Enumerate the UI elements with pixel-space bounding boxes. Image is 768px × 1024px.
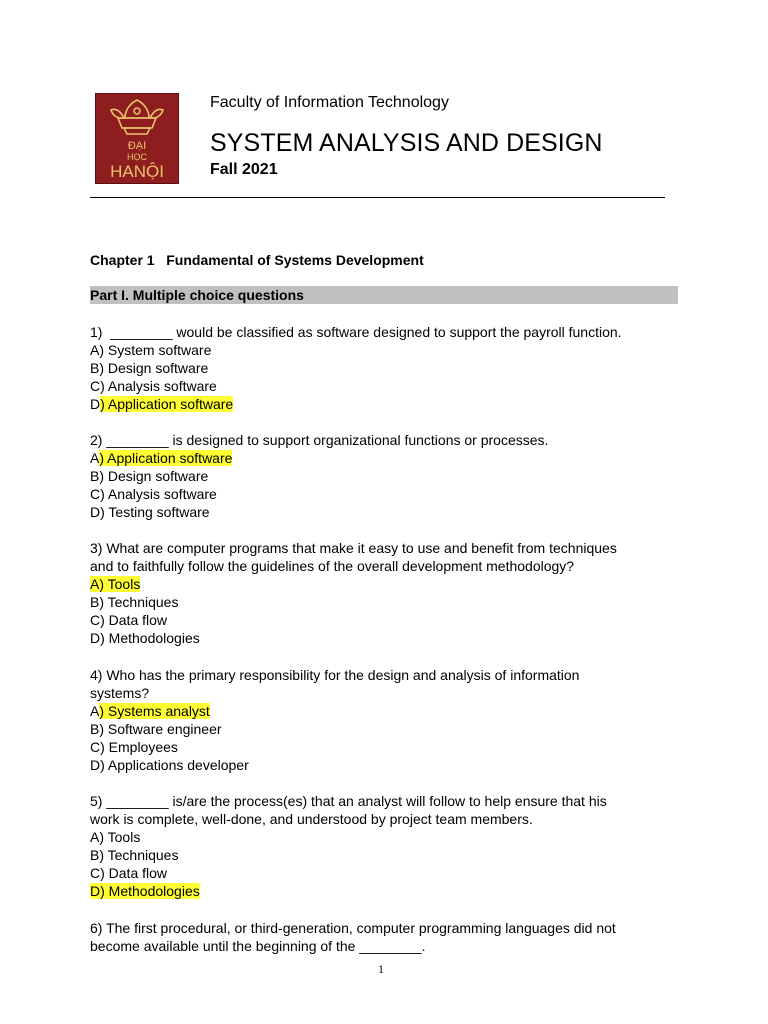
- page-number: 1: [378, 962, 384, 976]
- answer-option: [90, 630, 200, 647]
- highlighted-answer: A) Tools: [90, 576, 141, 592]
- option-text: C) Employees: [90, 739, 178, 755]
- option-text: A) System software: [90, 342, 212, 358]
- answer-option: [90, 865, 167, 882]
- highlighted-answer: ) Application software: [99, 450, 233, 466]
- answer-option: [90, 757, 249, 774]
- answer-option: [90, 486, 217, 503]
- answer-option: [90, 504, 210, 521]
- option-text: A: [90, 703, 100, 719]
- highlighted-answer: D) Methodologies: [90, 883, 200, 899]
- answer-option: [90, 378, 217, 395]
- chapter-heading: Chapter 1 Fundamental of Systems Development: [90, 252, 424, 268]
- logo-text-line1: ĐẠI: [127, 140, 147, 152]
- header-divider: [90, 197, 665, 198]
- logo-text-line2: HỌC: [127, 152, 147, 162]
- option-text: D) Methodologies: [90, 630, 200, 646]
- option-text: D) Testing software: [90, 504, 210, 520]
- option-text: C) Data flow: [90, 612, 168, 628]
- answer-option: [90, 847, 178, 864]
- logo-text-line3: HANỘI: [110, 162, 164, 181]
- question-stem: 5) ________ is/are the process(es) that an analyst will follow to help ensure that his: [90, 793, 607, 809]
- answer-option: [90, 883, 200, 900]
- question-stem: become available until the beginning of the ________.: [90, 938, 426, 954]
- option-text: A) Tools: [90, 829, 141, 845]
- option-text: D: [90, 396, 101, 412]
- question-stem: 2) ________ is designed to support organizational functions or processes.: [90, 432, 549, 448]
- highlighted-answer: ) Systems analyst: [99, 703, 210, 719]
- course-term: Fall 2021: [210, 161, 278, 178]
- option-text: C) Analysis software: [90, 378, 217, 394]
- course-title: SYSTEM ANALYSIS AND DESIGN: [210, 129, 603, 157]
- answer-option: [90, 342, 211, 359]
- answer-option: [90, 594, 178, 611]
- answer-option: [90, 450, 232, 467]
- option-text: A: [90, 450, 100, 466]
- faculty-name: Faculty of Information Technology: [210, 94, 449, 111]
- question-stem: work is complete, well-done, and understood by project team members.: [90, 811, 533, 827]
- answer-option: [90, 468, 208, 485]
- answer-option: [90, 721, 222, 738]
- answer-option: [90, 703, 210, 720]
- option-text: B) Software engineer: [90, 721, 222, 737]
- question-stem: 1) ________ would be classified as software designed to support the payroll function.: [90, 324, 622, 340]
- answer-option: [90, 612, 167, 629]
- option-text: B) Design software: [90, 468, 209, 484]
- answer-option: [90, 739, 178, 756]
- question-stem: 3) What are computer programs that make it easy to use and benefit from techniques: [90, 540, 617, 556]
- option-text: D) Applications developer: [90, 757, 249, 773]
- answer-option: [90, 576, 140, 593]
- answer-option: [90, 360, 208, 377]
- lotus-emblem-icon: [111, 100, 163, 134]
- highlighted-answer: ) Application software: [100, 396, 234, 412]
- question-stem: 6) The first procedural, or third-generation, computer programming languages did not: [90, 920, 616, 936]
- option-text: C) Analysis software: [90, 486, 217, 502]
- option-text: C) Data flow: [90, 865, 168, 881]
- university-logo: [95, 93, 179, 184]
- option-text: B) Techniques: [90, 847, 179, 863]
- answer-option: [90, 396, 233, 413]
- option-text: B) Techniques: [90, 594, 179, 610]
- part-heading: Part I. Multiple choice questions: [90, 286, 678, 304]
- question-stem: 4) Who has the primary responsibility for the design and analysis of information: [90, 667, 580, 683]
- answer-option: [90, 829, 140, 846]
- question-stem: systems?: [90, 685, 150, 701]
- option-text: B) Design software: [90, 360, 209, 376]
- question-stem: and to faithfully follow the guidelines of the overall development methodology?: [90, 558, 575, 574]
